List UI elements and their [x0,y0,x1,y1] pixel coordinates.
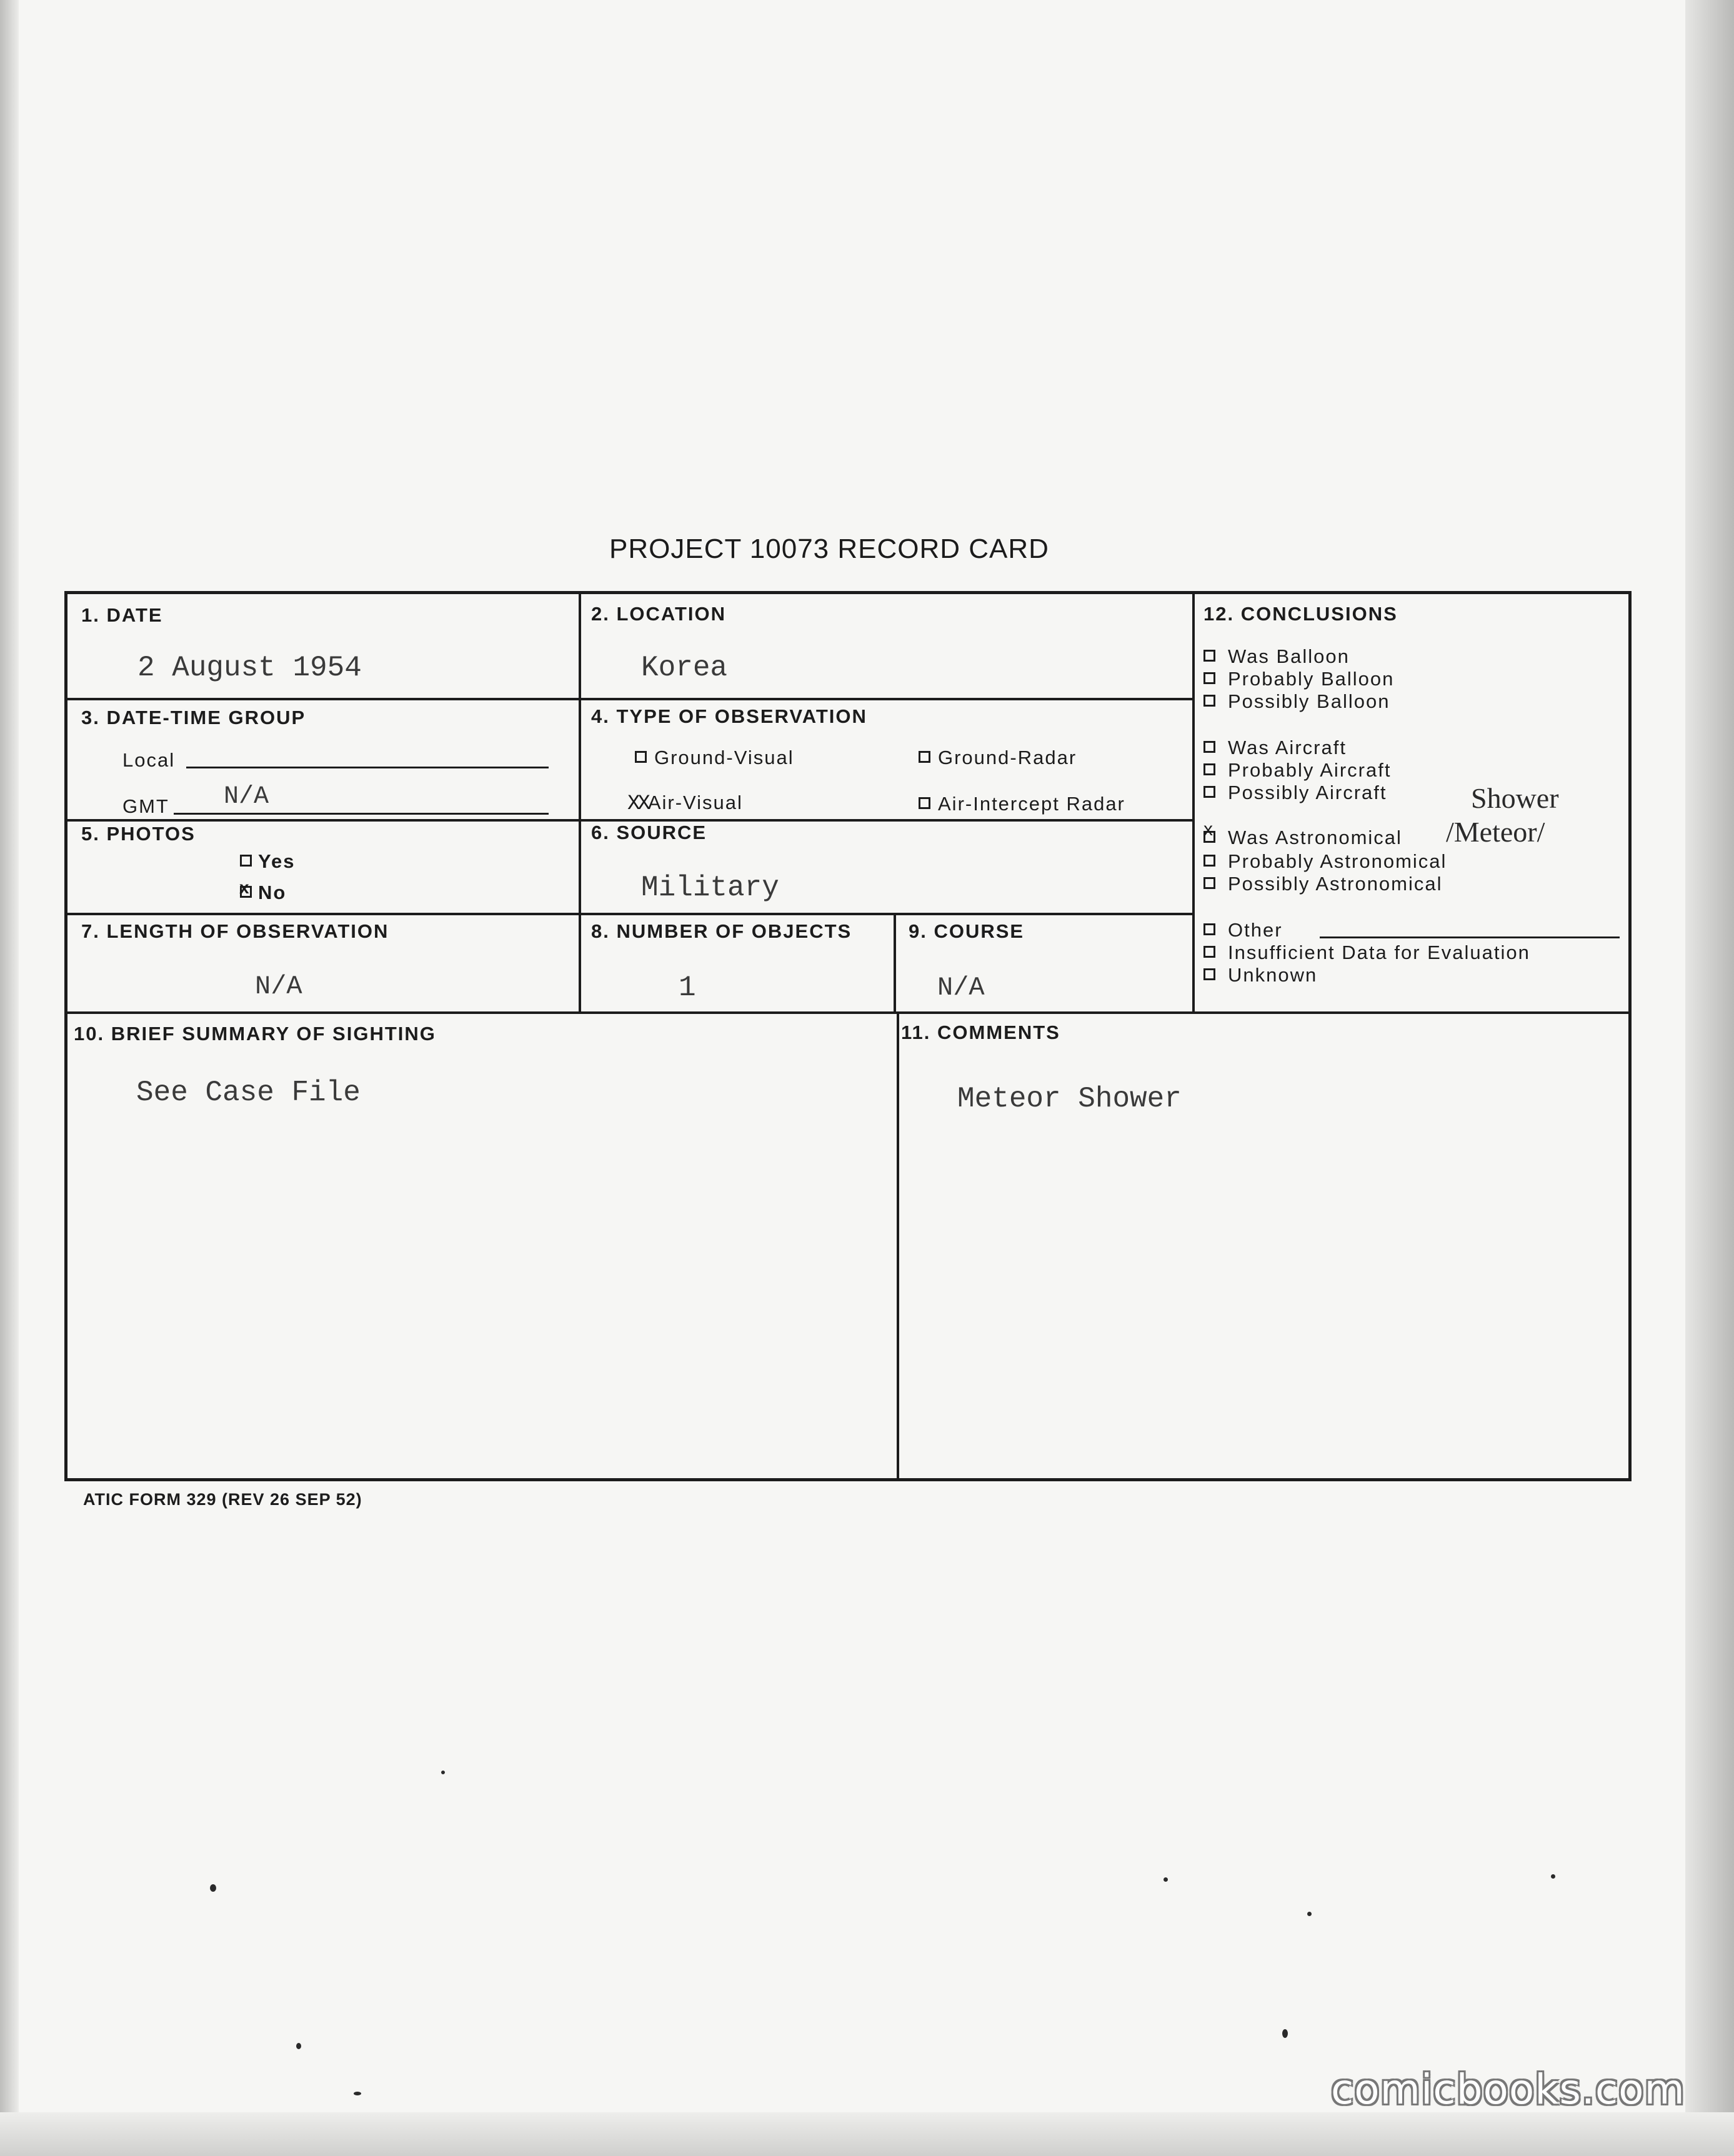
scan-speck [1307,1912,1312,1916]
objects-value: 1 [679,971,696,1004]
conclusion-possibly-astronomical[interactable]: Possibly Astronomical [1203,873,1443,895]
gmt-value: N/A [224,783,269,811]
gmt-line [174,813,549,815]
scan-edge-right [1685,0,1734,2156]
divider [894,913,896,1011]
scan-speck [296,2043,301,2049]
comments-label: 11. COMMENTS [901,1021,1060,1043]
form-title: PROJECT 10073 RECORD CARD [609,534,1049,564]
scan-speck [354,2092,361,2095]
divider [67,1011,1630,1014]
checkbox[interactable] [1203,786,1215,798]
scan-speck [1282,2029,1288,2038]
conclusion-probably-balloon[interactable]: Probably Balloon [1203,668,1394,690]
checkbox[interactable] [1203,877,1215,889]
scan-speck [1163,1877,1168,1882]
option-air-intercept-radar[interactable]: Air-Intercept Radar [919,793,1125,815]
length-label: 7. LENGTH OF OBSERVATION [81,920,389,942]
gmt-label: GMT [122,795,169,817]
conclusion-was-astronomical[interactable]: x Was Astronomical [1203,819,1402,848]
checkbox[interactable] [1203,672,1215,684]
option-photos-yes[interactable]: Yes [240,850,295,873]
checkbox[interactable] [919,797,930,809]
source-value: Military [641,872,779,904]
scan-speck [441,1771,445,1774]
checkbox[interactable] [1203,946,1215,958]
checkbox[interactable] [240,855,252,867]
form-number: ATIC FORM 329 (REV 26 SEP 52) [83,1490,362,1509]
divider [67,698,1192,700]
conclusion-was-balloon[interactable]: Was Balloon [1203,645,1350,668]
divider [579,594,581,1011]
divider [897,1011,899,1480]
option-ground-radar[interactable]: Ground-Radar [919,747,1077,769]
annotation-shower: Shower [1471,782,1559,814]
scan-speck [210,1884,216,1892]
conclusion-probably-aircraft[interactable]: Probably Aircraft [1203,759,1391,782]
comments-value: Meteor Shower [957,1083,1182,1115]
checkbox-checked[interactable]: x [1203,831,1215,843]
conclusion-was-aircraft[interactable]: Was Aircraft [1203,737,1347,759]
checkbox[interactable] [919,751,930,763]
location-label: 2. LOCATION [591,603,727,625]
divider [67,913,1192,915]
dtg-label: 3. DATE-TIME GROUP [81,707,306,728]
photos-label: 5. PHOTOS [81,823,196,845]
conclusion-probably-astronomical[interactable]: Probably Astronomical [1203,850,1447,873]
conclusion-unknown[interactable]: Unknown [1203,964,1317,986]
divider [1192,594,1195,1011]
summary-value: See Case File [136,1076,361,1109]
course-label: 9. COURSE [909,920,1025,942]
record-card [64,591,1632,1481]
location-value: Korea [641,652,728,684]
checkbox[interactable] [1203,968,1215,980]
option-air-visual[interactable]: XXAir-Visual [627,792,743,816]
other-line [1320,936,1620,938]
conclusion-other[interactable]: Other [1203,919,1283,941]
option-photos-no[interactable]: x No [239,878,287,903]
checkbox-checked[interactable]: x [240,886,252,898]
conclusions-label: 12. CONCLUSIONS [1203,603,1398,625]
local-label: Local [122,749,176,771]
checkbox[interactable] [1203,741,1215,753]
course-value: N/A [937,973,985,1003]
conclusion-insufficient-data[interactable]: Insufficient Data for Evaluation [1203,941,1530,964]
checkbox[interactable] [1203,923,1215,935]
checkbox[interactable] [635,751,647,763]
summary-label: 10. BRIEF SUMMARY OF SIGHTING [74,1023,436,1045]
checkbox[interactable] [1203,695,1215,707]
conclusion-possibly-aircraft[interactable]: Possibly Aircraft [1203,782,1387,804]
conclusion-possibly-balloon[interactable]: Possibly Balloon [1203,690,1390,713]
date-value: 2 August 1954 [137,652,362,684]
local-line [186,767,549,768]
checkbox[interactable] [1203,855,1215,867]
objects-label: 8. NUMBER OF OBJECTS [591,920,852,942]
option-ground-visual[interactable]: Ground-Visual [635,747,794,769]
observation-type-label: 4. TYPE OF OBSERVATION [591,705,867,727]
checkbox[interactable] [1203,763,1215,775]
checkbox[interactable] [1203,650,1215,662]
source-label: 6. SOURCE [591,822,707,843]
annotation-meteor: /Meteor/ [1446,816,1545,848]
scan-speck [1551,1874,1555,1879]
watermark: comicbooks.com [1331,2065,1685,2114]
date-label: 1. DATE [81,604,163,626]
x-mark: XX [627,792,648,816]
scan-edge-left [0,0,19,2156]
scan-edge-bottom [0,2112,1734,2156]
length-value: N/A [255,971,302,1001]
